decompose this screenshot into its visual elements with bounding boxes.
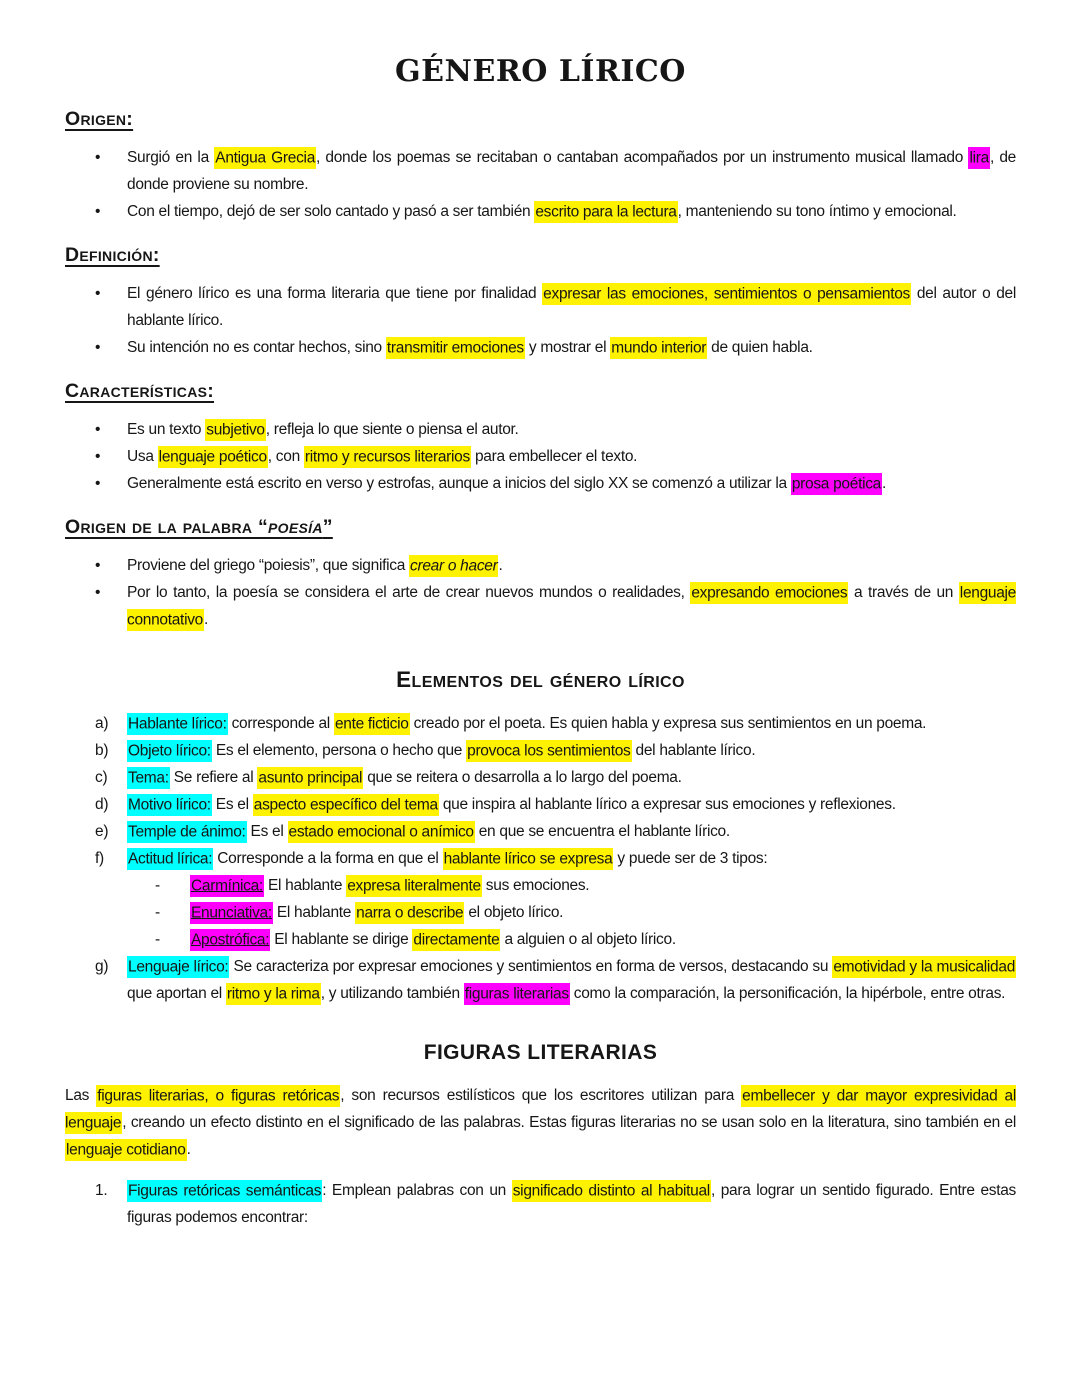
text-segment: Es el (211, 796, 253, 813)
list-marker: • (95, 557, 101, 574)
list-item (65, 280, 1016, 334)
list-elementos (65, 710, 1016, 1007)
list-marker: - (155, 931, 160, 948)
list-item (65, 334, 1016, 361)
text-segment: , y utilizando también (320, 985, 464, 1002)
text-segment: , de donde proviene su nombre. (127, 149, 1016, 193)
text-segment: Proviene del griego “poiesis”, que significa (127, 557, 410, 574)
highlighted-text: hablante lírico se expresa (443, 848, 614, 870)
text-segment: : Emplean palabras con un (322, 1182, 512, 1199)
page-title: GÉNERO LÍRICO (395, 54, 686, 89)
highlighted-text: asunto principal (257, 767, 363, 789)
text-segment: del hablante lírico. (631, 742, 756, 759)
text-segment: del autor o del hablante lírico. (127, 285, 1016, 329)
list-marker: • (95, 475, 101, 492)
text-segment: Es el (246, 823, 288, 840)
heading-figuras-literarias (65, 1041, 1016, 1065)
list-origen-poesia (65, 552, 1016, 633)
list-figuras-tipos (65, 1177, 1016, 1231)
heading-caracteristicas (65, 380, 1016, 403)
list-item (65, 710, 1016, 737)
list-marker: • (95, 203, 101, 220)
highlighted-text: Figuras retóricas semánticas (127, 1180, 322, 1202)
highlighted-text: directamente (412, 929, 500, 951)
highlighted-text: Actitud lírica: (127, 848, 213, 870)
text-segment: , para lograr un sentido figurado. Entre estas figuras podemos encontrar: (127, 1182, 1016, 1226)
list-item (65, 791, 1016, 818)
text-segment: en que se encuentra el hablante lírico. (474, 823, 730, 840)
text-segment: Con el tiempo, dejó de ser solo cantado y pasó a ser también (127, 203, 535, 220)
text-segment: Por lo tanto, la poesía se considera el arte de crear nuevos mundos o realidades, (127, 584, 691, 601)
list-marker: g) (95, 958, 109, 975)
text-segment: para embellecer el texto. (470, 448, 638, 465)
text-segment: Surgió en la (127, 149, 215, 166)
highlighted-text: lira (968, 147, 989, 169)
highlighted-text: Enunciativa: (190, 902, 273, 924)
highlighted-text: lenguaje poético (158, 446, 268, 468)
heading-definicion (65, 244, 1016, 267)
text-segment: que se reitera o desarrolla a lo largo del poema. (363, 769, 682, 786)
document-body (65, 108, 1016, 1231)
list-marker: • (95, 448, 101, 465)
text-segment: , donde los poemas se recitaban o cantaban acompañados por un instrumento musical llamado (316, 149, 969, 166)
highlighted-text: escrito para la lectura (534, 201, 677, 223)
text-segment: ” (322, 516, 333, 538)
highlighted-text: Hablante lírico: (127, 713, 228, 735)
text-segment: El género lírico es una forma literaria que tiene por finalidad (127, 285, 543, 302)
text-segment: Es el elemento, persona o hecho que (211, 742, 467, 759)
highlighted-text: expresa literalmente (346, 875, 482, 897)
text-segment: poesía (268, 516, 323, 538)
list-item (65, 845, 1016, 872)
highlighted-text: ente ficticio (334, 713, 410, 735)
list-marker: c) (95, 769, 108, 786)
text-segment: a través de un (848, 584, 959, 601)
highlighted-text: Antigua Grecia (214, 147, 316, 169)
list-marker: a) (95, 715, 109, 732)
text-segment: Características: (65, 380, 215, 402)
highlighted-text: Temple de ánimo: (127, 821, 247, 843)
text-segment: Se caracteriza por expresar emociones y sentimientos en forma de versos, destacando su (229, 958, 833, 975)
highlighted-text: Apostrófica: (190, 929, 270, 951)
list-marker: e) (95, 823, 109, 840)
heading-origen (65, 108, 1016, 131)
text-segment: Origen: (65, 108, 134, 130)
highlighted-text: Carmínica: (190, 875, 264, 897)
highlighted-text: lenguaje cotidiano (65, 1139, 187, 1161)
text-segment: Su intención no es contar hechos, sino (127, 339, 386, 356)
text-segment: Definición: (65, 244, 160, 266)
list-marker: • (95, 339, 101, 356)
text-segment: . (882, 475, 887, 492)
highlighted-text: emotividad y la musicalidad (832, 956, 1016, 978)
text-segment: sus emociones. (481, 877, 590, 894)
highlighted-text: estado emocional o anímico (288, 821, 475, 843)
list-item (65, 552, 1016, 579)
list-item (65, 926, 1016, 953)
text-segment: como la comparación, la personificación, la hipérbole, entre otras. (569, 985, 1006, 1002)
highlighted-text: mundo interior (610, 337, 707, 359)
list-marker: 1. (95, 1182, 108, 1199)
text-segment: y puede ser de 3 tipos: (613, 850, 768, 867)
highlighted-text: prosa poética (791, 473, 882, 495)
list-item (65, 470, 1016, 497)
highlighted-text: Motivo lírico: (127, 794, 212, 816)
list-item (65, 764, 1016, 791)
text-segment: el objeto lírico. (464, 904, 564, 921)
highlighted-text: ritmo y la rima (226, 983, 321, 1005)
highlighted-text: figuras literarias, o figuras retóricas (96, 1085, 340, 1107)
highlighted-text: Lenguaje lírico: (127, 956, 229, 978)
list-item (65, 737, 1016, 764)
list-item (65, 872, 1016, 899)
highlighted-text: Objeto lírico: (127, 740, 212, 762)
list-caracteristicas (65, 416, 1016, 497)
highlighted-text: transmitir emociones (386, 337, 525, 359)
text-segment: creado por el poeta. Es quien habla y expresa sus sentimientos en un poema. (409, 715, 927, 732)
text-segment: El hablante se dirige (270, 931, 413, 948)
highlighted-text: aspecto específico del tema (253, 794, 439, 816)
text-segment: a alguien o al objeto lírico. (500, 931, 676, 948)
text-segment: que aportan el (127, 985, 226, 1002)
list-item (65, 416, 1016, 443)
highlighted-text: Tema: (127, 767, 170, 789)
highlighted-text: crear o hacer (409, 555, 498, 577)
text-segment: El hablante (272, 904, 356, 921)
text-segment: . (203, 611, 208, 628)
text-segment: . (498, 557, 503, 574)
list-item (65, 144, 1016, 198)
list-actitud-tipos (65, 872, 1016, 953)
text-segment: Usa (127, 448, 158, 465)
text-segment: que inspira al hablante lírico a expresar sus emociones y reflexiones. (438, 796, 896, 813)
text-segment: FIGURAS LITERARIAS (423, 1041, 658, 1064)
list-marker: - (155, 904, 160, 921)
text-segment: Elementos del género lírico (396, 667, 685, 692)
highlighted-text: figuras literarias (464, 983, 570, 1005)
text-segment: y mostrar el (524, 339, 611, 356)
list-item (65, 443, 1016, 470)
highlighted-text: lenguaje connotativo (127, 582, 1016, 631)
text-segment: Generalmente está escrito en verso y estrofas, aunque a inicios del siglo XX se comenzó a utilizar la (127, 475, 791, 492)
text-segment: Corresponde a la forma en que el (213, 850, 443, 867)
highlighted-text: embellecer y dar mayor expresividad al lenguaje (65, 1085, 1016, 1134)
highlighted-text: expresando emociones (690, 582, 848, 604)
list-item (65, 899, 1016, 926)
list-item (65, 818, 1016, 845)
list-marker: • (95, 149, 101, 166)
text-segment: El hablante (263, 877, 347, 894)
text-segment: , refleja lo que siente o piensa el autor. (265, 421, 519, 438)
highlighted-text: narra o describe (355, 902, 464, 924)
text-segment: , con (267, 448, 304, 465)
text-segment: Las (65, 1087, 97, 1104)
list-marker: • (95, 421, 101, 438)
list-marker: b) (95, 742, 109, 759)
heading-elementos-genero-lirico (65, 667, 1016, 693)
list-marker: • (95, 584, 101, 601)
list-definicion (65, 280, 1016, 361)
highlighted-text: ritmo y recursos literarios (304, 446, 471, 468)
list-item (65, 579, 1016, 633)
paragraph-figuras-intro (65, 1082, 1016, 1163)
text-segment: , creando un efecto distinto en el significado de las palabras. Estas figuras literarias no se usan solo en la literatura, sino también en el (122, 1114, 1016, 1131)
text-segment: , manteniendo su tono íntimo y emocional. (677, 203, 957, 220)
text-segment: . (186, 1141, 191, 1158)
text-segment: Se refiere al (169, 769, 258, 786)
highlighted-text: expresar las emociones, sentimientos o pensamientos (542, 283, 911, 305)
text-segment: de quien habla. (707, 339, 813, 356)
list-origen (65, 144, 1016, 225)
text-segment: corresponde al (227, 715, 334, 732)
highlighted-text: subjetivo (205, 419, 265, 441)
heading-origen-palabra-poesia (65, 516, 1016, 539)
text-segment: Es un texto (127, 421, 206, 438)
list-marker: d) (95, 796, 109, 813)
list-item (65, 198, 1016, 225)
highlighted-text: significado distinto al habitual (512, 1180, 711, 1202)
list-item (65, 953, 1016, 1007)
text-segment: , son recursos estilísticos que los escritores utilizan para (340, 1087, 742, 1104)
list-marker: • (95, 285, 101, 302)
list-marker: f) (95, 850, 104, 867)
list-item (65, 1177, 1016, 1231)
list-marker: - (155, 877, 160, 894)
text-segment: Origen de la palabra “ (65, 516, 269, 538)
highlighted-text: provoca los sentimientos (466, 740, 631, 762)
